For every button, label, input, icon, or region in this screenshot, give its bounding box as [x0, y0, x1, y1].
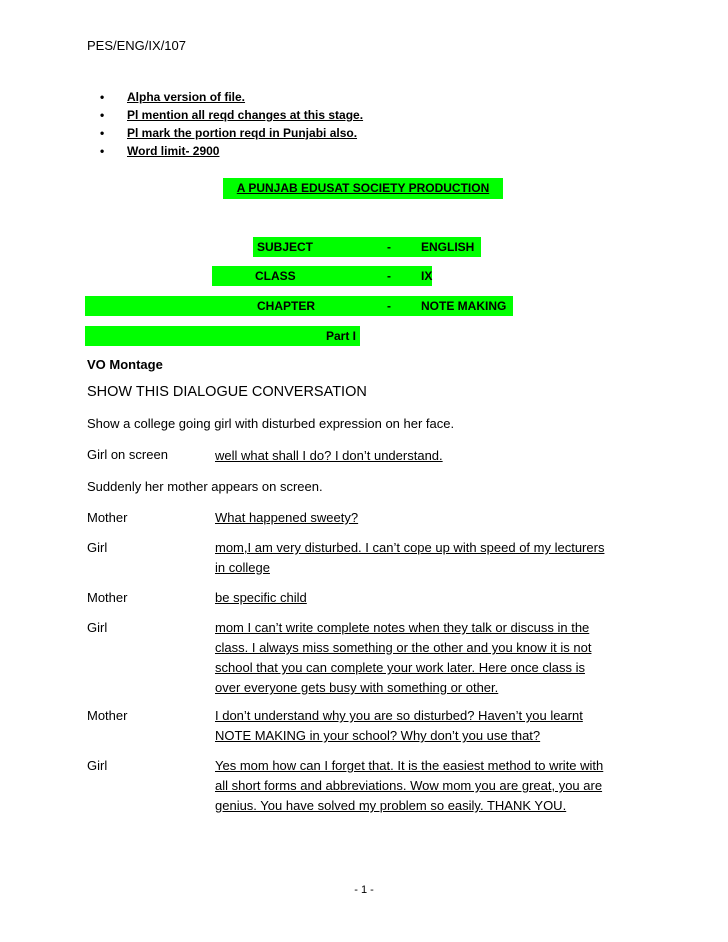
speech-line: over everyone gets busy with something or other. [215, 680, 499, 695]
note-text: Pl mark the portion reqd in Punjabi also. [127, 126, 358, 140]
speech-block [215, 756, 655, 816]
note-item [100, 142, 363, 160]
show-heading: SHOW THIS DIALOGUE CONVERSATION [87, 384, 367, 400]
bullet: • [100, 108, 105, 122]
title-row-subject [253, 237, 481, 257]
note-text: Pl mention all reqd changes at this stage. [127, 108, 364, 122]
speech-line: genius. You have solved my problem so easily. THANK YOU. [215, 798, 567, 813]
row-label: CLASS [255, 269, 296, 283]
bullet: • [100, 126, 105, 140]
speech-block [215, 508, 655, 528]
row-value: NOTE MAKING [421, 299, 507, 313]
row-label: CHAPTER [257, 299, 316, 313]
speech-line: class. I always miss something or the other and you know it is not [215, 640, 592, 655]
row-separator: - [387, 240, 391, 254]
speaker-label: Mother [87, 708, 128, 723]
speech-line: be specific child [215, 590, 307, 605]
editor-notes [100, 88, 363, 160]
speaker-label: Girl [87, 620, 108, 635]
page-number: - 1 - [354, 884, 374, 896]
bullet: • [100, 144, 105, 158]
speech-block [215, 588, 655, 608]
row-separator: - [387, 269, 391, 283]
title-row-chapter [85, 296, 513, 316]
row-value: ENGLISH [421, 240, 475, 254]
speech-block [215, 706, 655, 746]
speech-line: well what shall I do? I don’t understand. [215, 448, 443, 463]
speaker-label: Girl [87, 540, 108, 555]
speech-line: NOTE MAKING in your school? Why don’t you use that? [215, 728, 541, 743]
speech-block [215, 446, 655, 466]
row-label: SUBJECT [257, 240, 314, 254]
production-title-text: A PUNJAB EDUSAT SOCIETY PRODUCTION [236, 181, 490, 195]
part-label: Part I [326, 329, 357, 343]
bullet: • [100, 90, 105, 104]
speaker-label: Girl [87, 758, 108, 773]
scene-direction: Suddenly her mother appears on screen. [87, 479, 323, 494]
row-separator: - [387, 299, 391, 313]
production-title [223, 178, 503, 199]
title-row-class [212, 266, 432, 286]
row-value: IX [421, 269, 433, 283]
speech-line: I don’t understand why you are so disturbed? Haven’t you learnt [215, 708, 583, 723]
document-code: PES/ENG/IX/107 [87, 38, 186, 53]
speaker-label: Mother [87, 590, 128, 605]
speech-block [215, 618, 655, 698]
note-text: Word limit- 2900 [127, 144, 220, 158]
speech-line: What happened sweety? [215, 510, 359, 525]
speaker-label: Mother [87, 510, 128, 525]
scene-direction: Show a college going girl with disturbed expression on her face. [87, 416, 455, 431]
speech-line: mom,I am very disturbed. I can’t cope up with speed of my lecturers [215, 540, 605, 555]
speaker-label: Girl on screen [87, 447, 168, 462]
speech-line: Yes mom how can I forget that. It is the easiest method to write with [215, 758, 604, 773]
speech-line: all short forms and abbreviations. Wow mom you are great, you are [215, 778, 603, 793]
speech-block [215, 538, 655, 578]
title-row-part [85, 326, 360, 346]
speech-line: mom I can’t write complete notes when they talk or discuss in the [215, 620, 590, 635]
speech-line: in college [215, 560, 270, 575]
speech-line: school that you can complete your work later. Here once class is [215, 660, 585, 675]
note-item [100, 106, 363, 124]
vo-heading: VO Montage [87, 357, 163, 372]
note-item [100, 124, 363, 142]
note-text: Alpha version of file. [127, 90, 246, 104]
note-item [100, 88, 363, 106]
